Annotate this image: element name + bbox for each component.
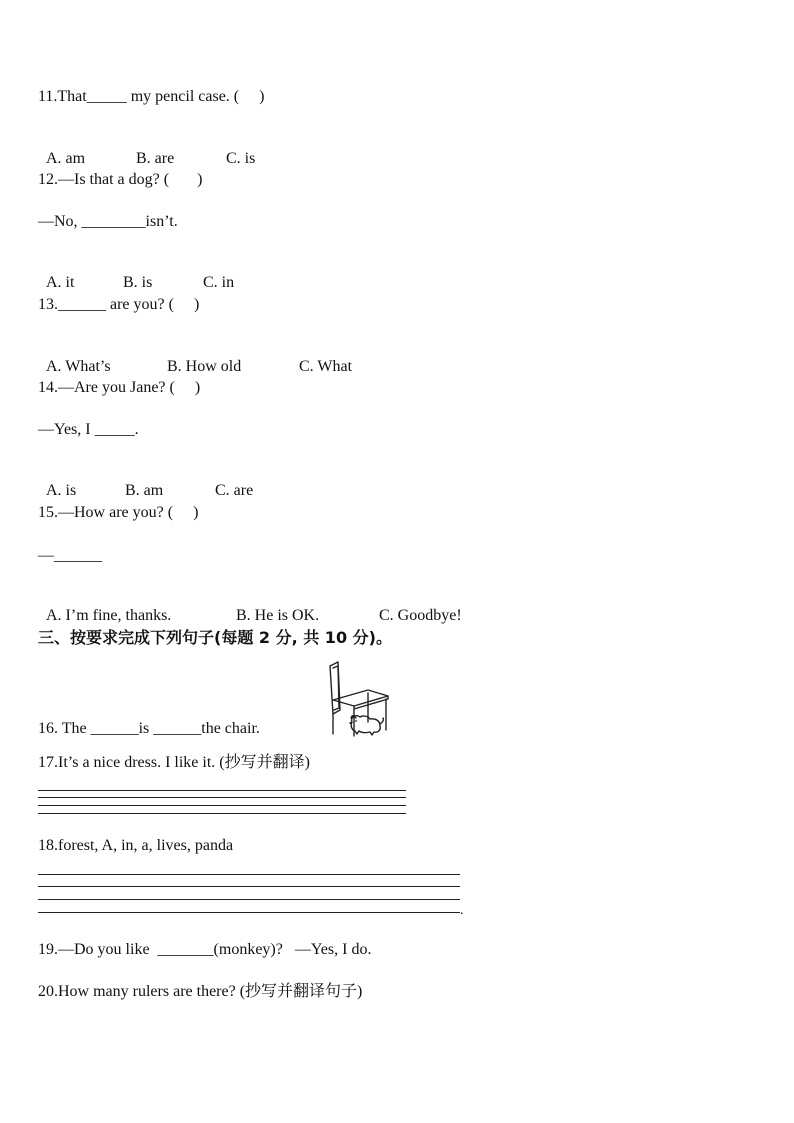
q14-answer-line: —Yes, I _____. [38, 421, 139, 438]
q17-writing-line-3 [38, 805, 406, 806]
q18-stem: 18.forest, A, in, a, lives, panda [38, 837, 234, 854]
q13-option-c: C. What [299, 358, 353, 375]
q12-option-a: A. it [46, 274, 75, 291]
q15-answer-line: —______ [38, 547, 102, 564]
q14-stem: 14.—Are you Jane? ( ) [38, 379, 201, 396]
q18-writing-line-3 [38, 899, 460, 900]
q13-option-b: B. How old [167, 358, 242, 375]
q12-option-c: C. in [203, 274, 235, 291]
q13-option-a: A. What’s [46, 358, 111, 375]
q11-option-a: A. am [46, 150, 86, 167]
q11-option-b: B. are [136, 150, 175, 167]
q14-option-c: C. are [215, 482, 254, 499]
q15-option-a: A. I’m fine, thanks. [46, 607, 172, 624]
q18-writing-line-1 [38, 874, 460, 875]
q20-stem: 20.How many rulers are there? (抄写并翻译句子) [38, 983, 363, 1000]
q12-options [38, 253, 235, 291]
q18-writing-line-2 [38, 886, 460, 887]
q14-options [38, 461, 254, 499]
q11-option-c: C. is [226, 150, 256, 167]
q15-option-c: C. Goodbye! [379, 607, 462, 624]
q13-options [38, 337, 353, 375]
q13-stem: 13.______ are you? ( ) [38, 296, 200, 313]
q12-stem: 12.—Is that a dog? ( ) [38, 171, 203, 188]
section-3-title: 三、按要求完成下列句子(每题 2 分, 共 10 分)。 [38, 628, 392, 647]
q18-writing-line-4 [38, 912, 460, 913]
q15-options [38, 586, 462, 624]
q17-writing-line-2 [38, 797, 406, 798]
chair-with-dog-illustration [326, 660, 392, 738]
q18-end-mark: . [460, 903, 464, 918]
q15-option-b: B. He is OK. [236, 607, 320, 624]
q16-stem: 16. The ______is ______the chair. [38, 720, 260, 737]
q12-answer-line: —No, ________isn’t. [38, 213, 178, 230]
q11-options [38, 129, 256, 167]
q11-stem: 11.That_____ my pencil case. ( ) [38, 88, 265, 105]
q14-option-b: B. am [125, 482, 164, 499]
q17-stem: 17.It’s a nice dress. I like it. (抄写并翻译) [38, 754, 310, 771]
q17-writing-line-1 [38, 790, 406, 791]
q19-stem: 19.—Do you like _______(monkey)? —Yes, I do. [38, 941, 372, 958]
q14-option-a: A. is [46, 482, 77, 499]
q17-writing-line-4 [38, 813, 406, 814]
q15-stem: 15.—How are you? ( ) [38, 504, 199, 521]
q12-option-b: B. is [123, 274, 153, 291]
chair-with-dog-icon [326, 660, 392, 738]
